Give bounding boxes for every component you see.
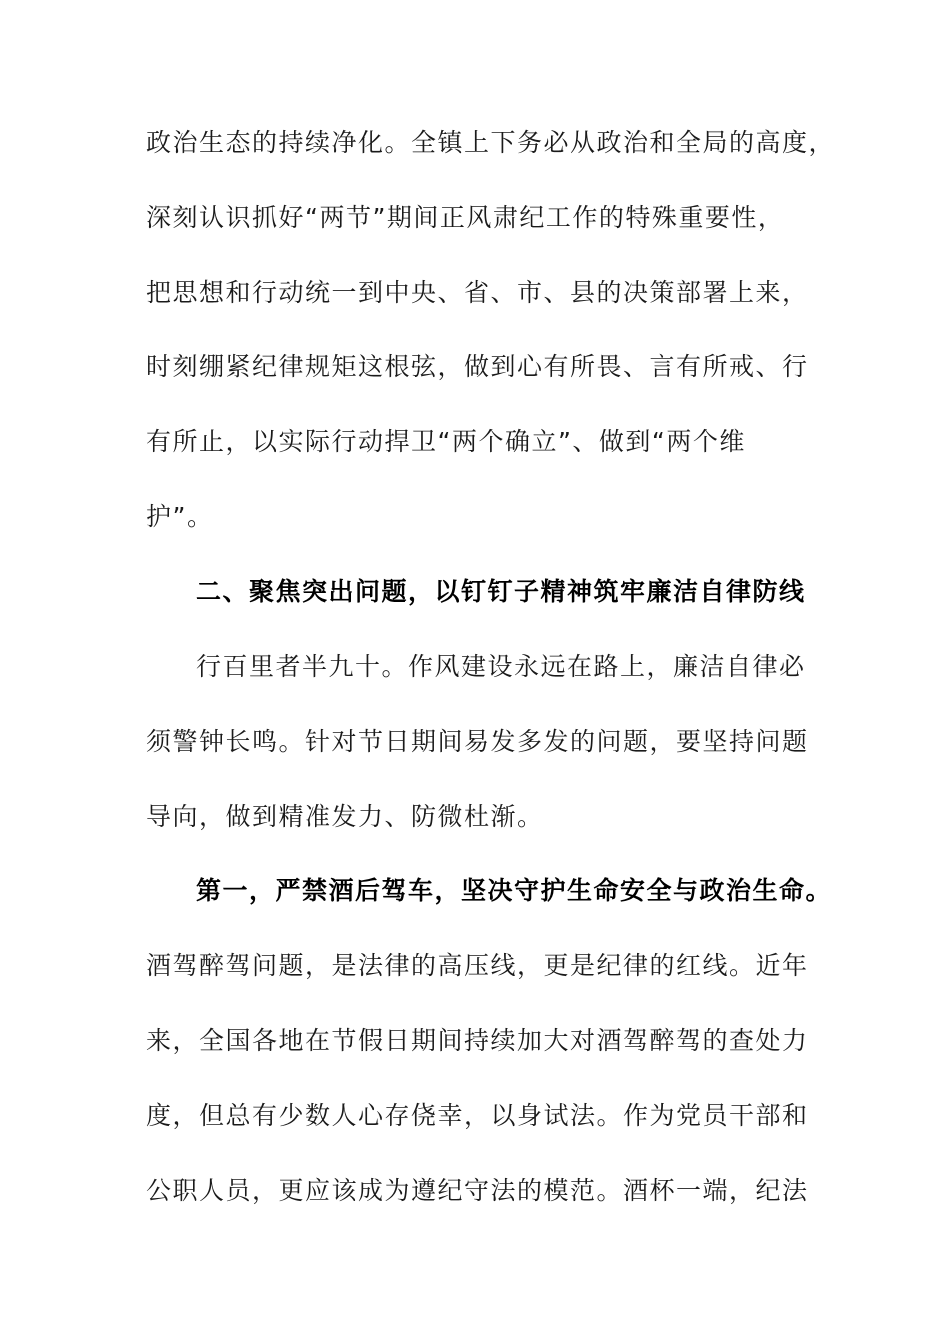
paragraph-line: 行百里者半九十。作风建设永远在路上，廉洁自律必 <box>196 652 806 681</box>
paragraph-line: 深刻认识抓好“两节”期间正风肃纪工作的特殊重要性， <box>146 203 785 232</box>
paragraph-line: 护”。 <box>146 502 214 531</box>
paragraph-line: 公职人员，更应该成为遵纪守法的模范。酒杯一端，纪法 <box>146 1176 809 1205</box>
paragraph-line: 来，全国各地在节假日期间持续加大对酒驾醉驾的查处力 <box>146 1026 809 1055</box>
subsection-heading: 第一，严禁酒后驾车，坚决守护生命安全与政治生命。 <box>196 876 833 905</box>
paragraph-line: 时刻绷紧纪律规矩这根弦，做到心有所畏、言有所戒、行 <box>146 352 809 381</box>
paragraph-line: 导向，做到精准发力、防微杜渐。 <box>146 802 544 831</box>
paragraph-line: 把思想和行动统一到中央、省、市、县的决策部署上来， <box>146 278 809 307</box>
paragraph-line: 有所止，以实际行动捍卫“两个确立”、做到“两个维 <box>146 427 746 456</box>
paragraph-line: 政治生态的持续净化。全镇上下务必从政治和全局的高度， <box>146 128 836 157</box>
paragraph-line: 须警钟长鸣。针对节日期间易发多发的问题，要坚持问题 <box>146 727 809 756</box>
section-heading: 二、聚焦突出问题，以钉钉子精神筑牢廉洁自律防线 <box>196 577 806 606</box>
paragraph-line: 度，但总有少数人心存侥幸，以身试法。作为党员干部和 <box>146 1101 809 1130</box>
paragraph-line: 酒驾醉驾问题，是法律的高压线，更是纪律的红线。近年 <box>146 951 809 980</box>
